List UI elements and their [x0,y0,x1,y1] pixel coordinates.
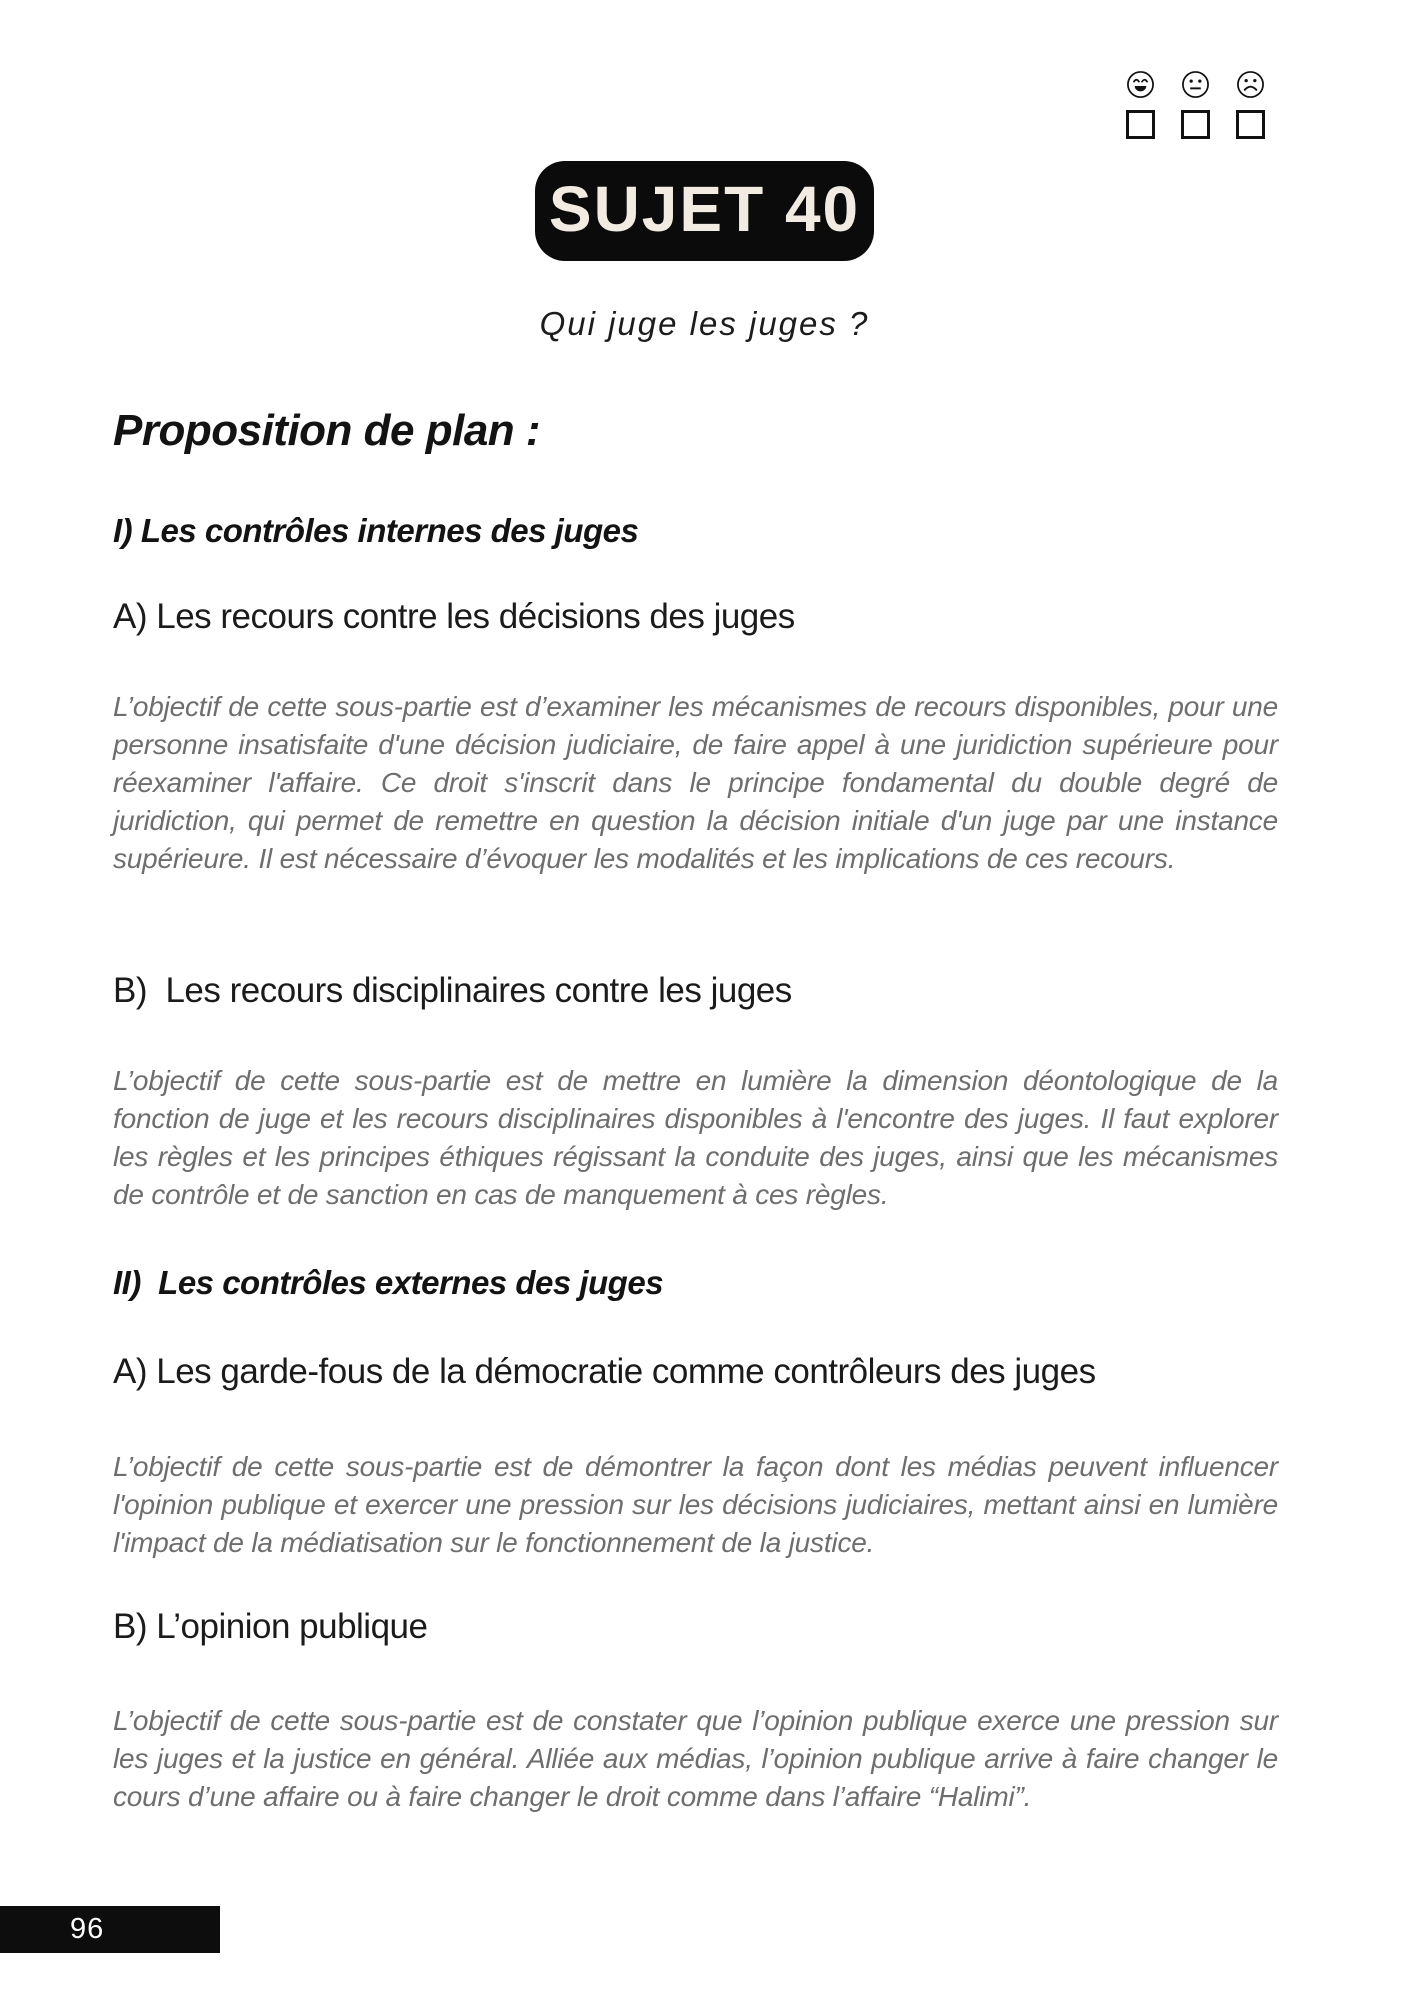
subject-question: Qui juge les juges ? [539,305,870,342]
feedback-checkbox-sad[interactable] [1236,110,1265,139]
part1-subheading-b: B) Les recours disciplinaires contre les juges [113,971,792,1010]
happy-face-icon [1126,70,1155,99]
part1-paragraph-b: L’objectif de cette sous-partie est de mettre en lumière la dimension déontologique de la fonction de juge et les recours disciplinaires disponibles à l'encontre des juges. Il faut explorer les règles et les principes éthiques régissant la conduite des juges, ainsi que les mécanismes de contrôle et de sanction en cas de manquement à ces règles. [113,1065,1278,1210]
part2-subheading-b: B) L’opinion publique [113,1607,428,1646]
sad-face-icon [1236,70,1265,99]
neutral-face-icon [1181,70,1210,99]
feedback-option-sad [1236,70,1265,139]
feedback-option-happy [1126,70,1155,139]
feedback-checkbox-happy[interactable] [1126,110,1155,139]
part1-subheading-a: A) Les recours contre les décisions des juges [113,597,795,636]
part1-paragraph-a: L’objectif de cette sous-partie est d’examiner les mécanismes de recours disponibles, pour une personne insatisfaite d'une décision judiciaire, de faire appel à une juridiction supérieure pour réexaminer l'affaire. Ce droit s'inscrit dans le principe fondamental du double degré de juridiction, qui permet de remettre en question la décision initiale d'un juge par une instance supérieure. Il est nécessaire d’évoquer les modalités et les implications de ces recours. [113,691,1278,874]
feedback-option-neutral [1181,70,1210,139]
subject-badge [535,161,874,261]
part1-heading: I) Les contrôles internes des juges [113,512,639,549]
page-number: 96 [70,1913,105,1945]
part2-paragraph-a: L’objectif de cette sous-partie est de démontrer la façon dont les médias peuvent influencer l'opinion publique et exercer une pression sur les décisions judiciaires, mettant ainsi en lumière l'impact de la médiatisation sur le fonctionnement de la justice. [113,1451,1278,1558]
part2-paragraph-b: L’objectif de cette sous-partie est de constater que l’opinion publique exerce une pression sur les juges et la justice en général. Alliée aux médias, l’opinion publique arrive à faire changer le cours d’une affaire ou à faire changer le droit comme dans l’affaire “Halimi”. [113,1705,1278,1812]
feedback-rating-group [1126,70,1265,139]
feedback-checkbox-neutral[interactable] [1181,110,1210,139]
part2-heading: II) Les contrôles externes des juges [113,1264,664,1301]
subject-badge-label: SUJET 40 [548,173,861,245]
footer-page-bar [0,1906,220,1953]
plan-title: Proposition de plan : [113,406,541,455]
part2-subheading-a: A) Les garde-fous de la démocratie comme contrôleurs des juges [113,1352,1096,1391]
